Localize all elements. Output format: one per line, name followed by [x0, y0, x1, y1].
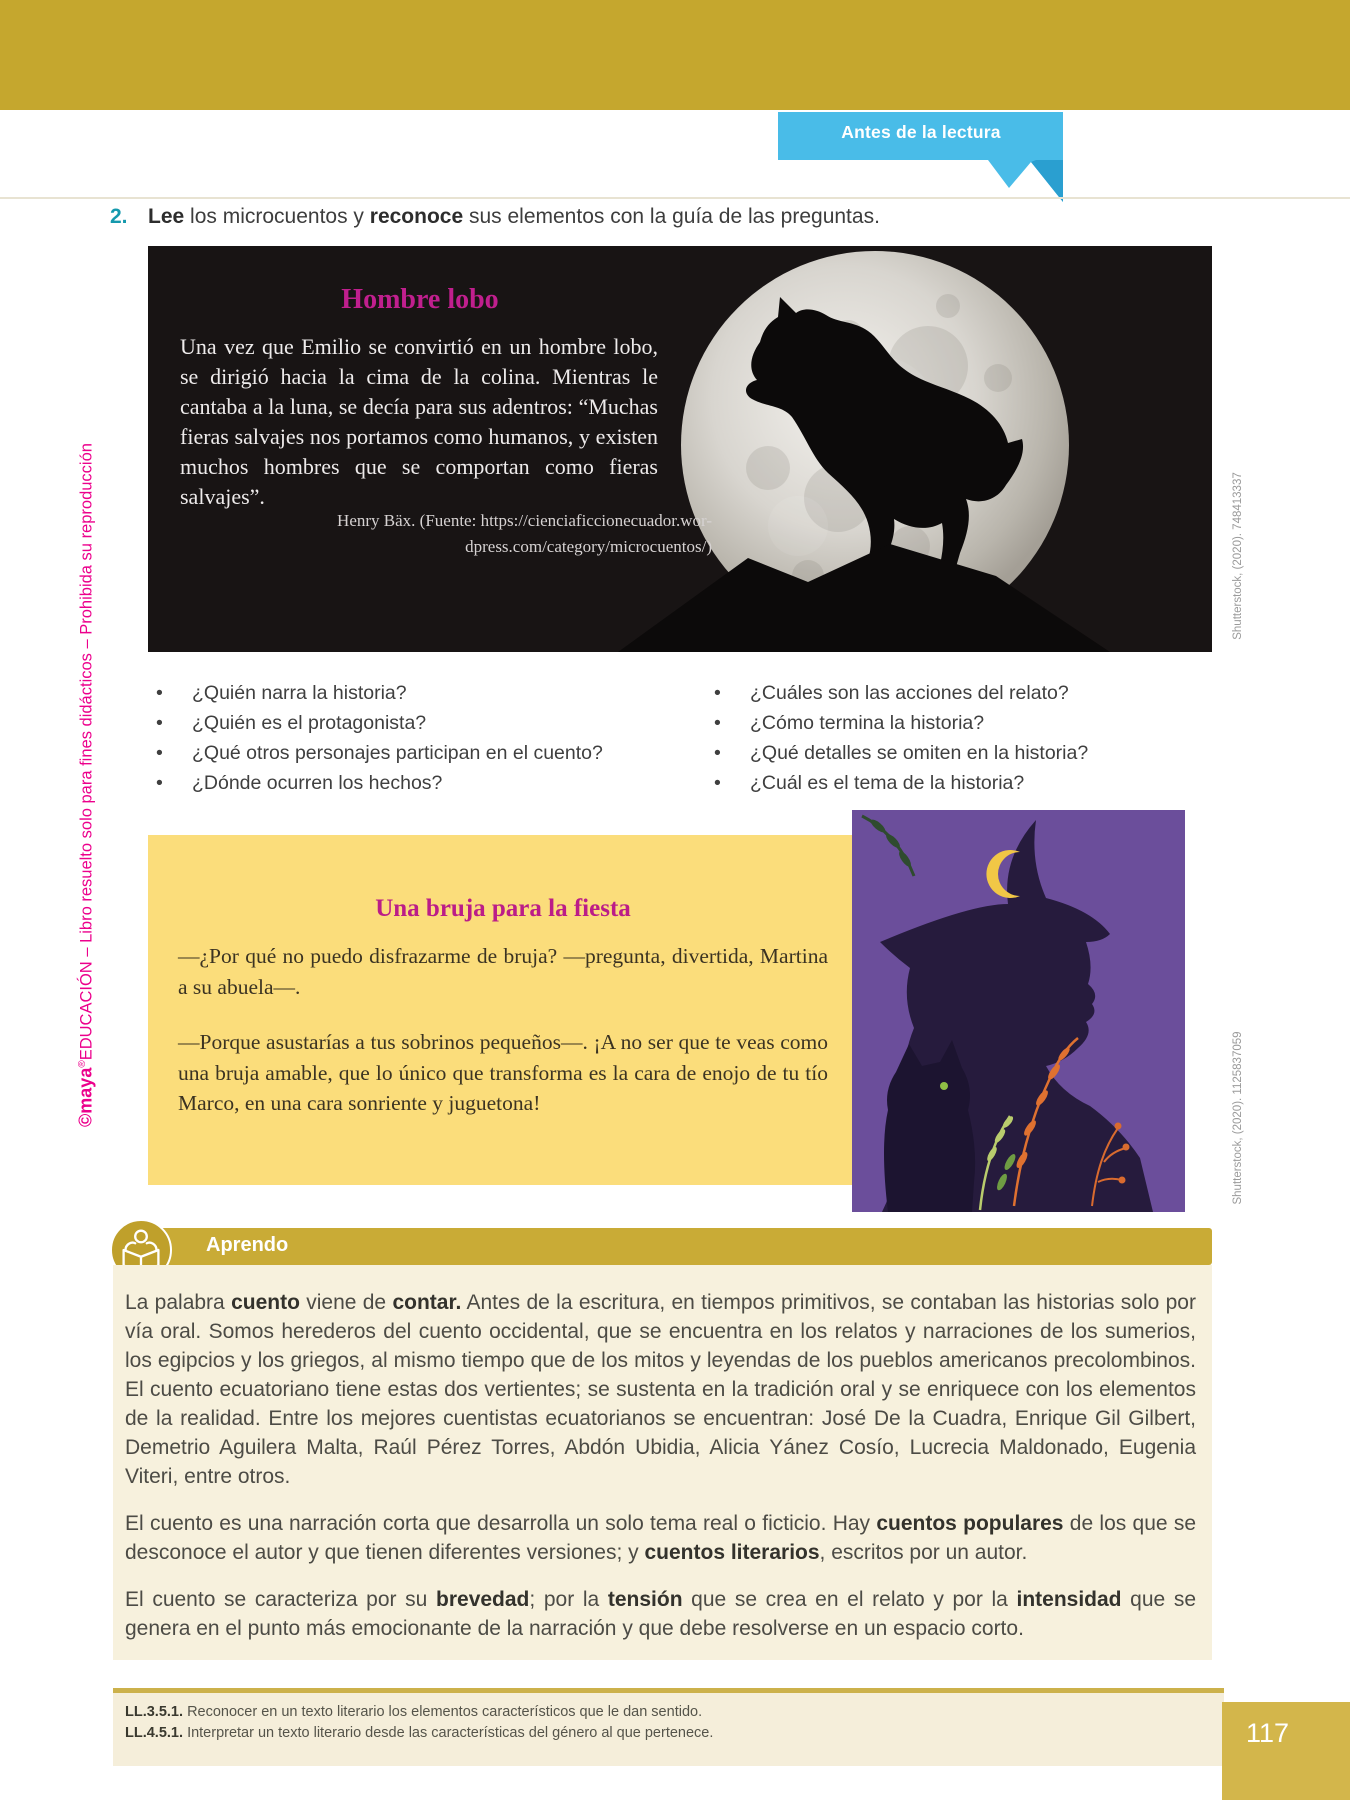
- attribution-line1: Henry Bäx. (Fuente: https://cienciaficcionecuador.wor-: [337, 511, 712, 530]
- section-badge-label: Antes de la lectura: [841, 122, 1001, 142]
- standard-code: LL.4.5.1.: [125, 1725, 184, 1741]
- question-item: • ¿Qué detalles se omiten en la historia?: [706, 738, 1236, 768]
- registered-mark: ®: [77, 1060, 88, 1068]
- aprendo-paragraph: [113, 1265, 1212, 1492]
- question-item: • ¿Qué otros personajes participan en el cuento?: [148, 738, 708, 768]
- aprendo-panel: [113, 1265, 1212, 1660]
- copyright-notice: – Libro resuelto solo para fines didácticos – Prohibida su reproducción: [77, 443, 96, 962]
- top-gold-band: [0, 0, 1350, 110]
- text-run: viene de: [299, 1291, 393, 1314]
- instruction-mid: los microcuentos y: [184, 205, 370, 228]
- page-number-box: [1222, 1702, 1350, 1800]
- instruction-verb-reconoce: reconoce: [369, 205, 464, 228]
- attribution-line2: dpress.com/category/microcuentos/): [465, 536, 712, 556]
- page-number: 117: [1246, 1718, 1290, 1748]
- keyword: intensidad: [1016, 1587, 1122, 1611]
- text-run: Antes de la escritura, en tiempos primitivos, se contaban las historias solo por vía oral. Somos herederos del cuento occidental, que se encuentra en los relatos y narraciones de los sumerios, los egipcios y los griegos, al mismo tiempo que de los mitos y leyendas de los pueblos americanos precolombinos. El cuento ecuatoriano tiene estas dos vertientes; se sustenta en la tradición oral y se enriquece con los elementos de la realidad. Entre los mejores cuentistas ecuatorianos se encuentran: José De la Cuadra, Enrique Gil Gilbert, Demetrio Aguilera Malta, Raúl Pérez Torres, Abdón Ubidia, Alicia Yánez Cosío, Lucrecia Maldonado, Eugenia Viteri, entre otros.: [125, 1291, 1196, 1488]
- text-run: , escritos por un autor.: [819, 1540, 1028, 1564]
- question-item: • ¿Cómo termina la historia?: [706, 708, 1236, 738]
- question-item: • ¿Cuáles son las acciones del relato?: [706, 678, 1236, 708]
- keyword: cuento: [231, 1291, 300, 1314]
- publisher-name: EDUCACIÓN: [77, 961, 96, 1061]
- keyword: cuentos literarios: [644, 1540, 820, 1564]
- standard-item: [125, 1702, 1224, 1723]
- aprendo-paragraph: [113, 1568, 1212, 1644]
- text-run: ; por la: [529, 1587, 608, 1611]
- aprendo-title: Aprendo: [206, 1234, 289, 1256]
- copyright-sidebar: [76, 443, 97, 1127]
- text-run: que se genera en el punto más emocionante de la narración y que debe resolverse en un espacio corto.: [125, 1587, 1197, 1640]
- microstory-werewolf-card: [148, 246, 1212, 652]
- standard-code: LL.3.5.1.: [125, 1704, 184, 1720]
- story-title: Hombre lobo: [341, 284, 499, 315]
- keyword: cuentos populares: [876, 1511, 1064, 1535]
- story-title: Una bruja para la fiesta: [375, 895, 631, 922]
- standard-text: Reconocer en un texto literario los elementos característicos que le dan sentido.: [187, 1704, 703, 1720]
- activity-instruction: [148, 205, 1148, 229]
- standard-text: Interpretar un texto literario desde las características del género al que pertenece.: [187, 1725, 714, 1741]
- keyword: tensión: [607, 1587, 683, 1611]
- question-item: • ¿Cuál es el tema de la historia?: [706, 768, 1236, 798]
- story-paragraph: —¿Por qué no puedo disfrazarme de bruja? —pregunta, divertida, Martina a su abuela—.: [178, 944, 828, 999]
- text-run: La palabra: [125, 1291, 232, 1314]
- image-credit: Shutterstock, (2020). 748413337: [1232, 472, 1244, 640]
- standards-box: [113, 1688, 1224, 1766]
- keyword: contar.: [392, 1291, 462, 1314]
- text-run: de los que se desconoce el autor y que tienen diferentes versiones; y: [125, 1511, 1197, 1564]
- instruction-verb-lee: Lee: [148, 205, 185, 228]
- question-item: • ¿Quién narra la historia?: [148, 678, 708, 708]
- witch-illustration: [852, 810, 1185, 1212]
- question-item: • ¿Dónde ocurren los hechos?: [148, 768, 708, 798]
- image-credit: Shutterstock, (2020). 1125837059: [1232, 1031, 1244, 1205]
- story-body: Una vez que Emilio se convirtió en un hombre lobo, se dirigió hacia la cima de la colina. Mientras le cantaba a la luna, se decía para sus adentros: “Muchas fieras salvajes nos portamos como humanos, y existen muchos hombres que se comportan como fieras salvajes”.: [180, 334, 658, 509]
- activity-number: 2.: [110, 205, 128, 228]
- text-run: que se crea en el relato y por la: [682, 1587, 1017, 1611]
- publisher-logo-text: ©maya: [75, 1067, 96, 1127]
- instruction-rest: sus elementos con la guía de las preguntas.: [463, 205, 880, 228]
- keyword: brevedad: [436, 1587, 530, 1611]
- questions-right-column: [706, 678, 1236, 798]
- aprendo-paragraph: [113, 1492, 1212, 1568]
- text-run: El cuento es una narración corta que desarrolla un solo tema real o ficticio. Hay: [125, 1511, 877, 1535]
- aprendo-header-band: [158, 1228, 1212, 1265]
- header-divider: [0, 197, 1350, 199]
- story-paragraph: —Porque asustarías a tus sobrinos pequeños—. ¡A no ser que te veas como una bruja amable, que lo único que transforma es la cara de enojo de tu tío Marco, en una cara sonriente y juguetona!: [178, 1030, 828, 1116]
- question-item: • ¿Quién es el protagonista?: [148, 708, 708, 738]
- story-attribution: [180, 508, 712, 559]
- standard-item: [125, 1723, 1224, 1744]
- text-run: El cuento se caracteriza por su: [125, 1587, 437, 1611]
- questions-left-column: [148, 678, 708, 798]
